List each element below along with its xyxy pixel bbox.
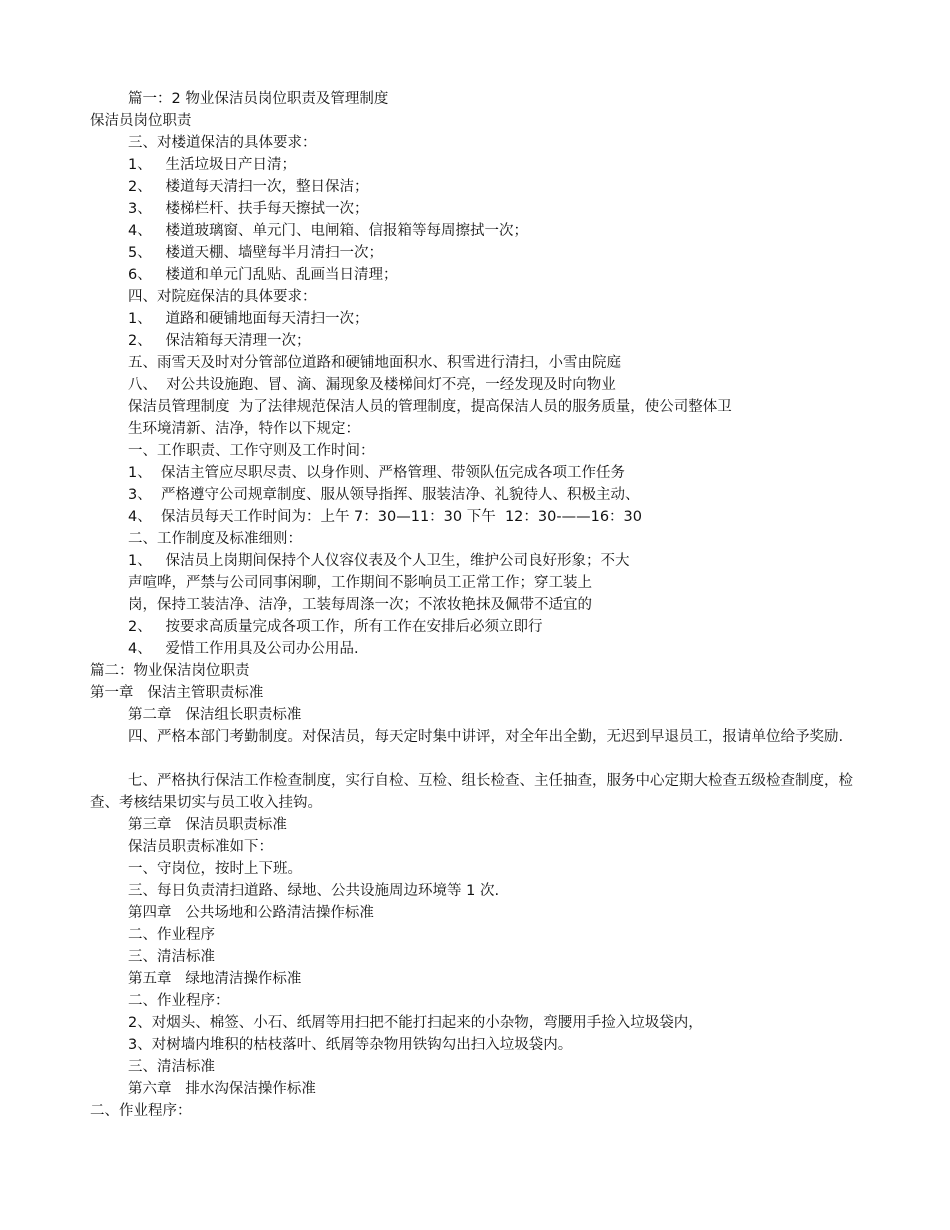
chapter-heading: 第六章 排水沟保洁操作标准 — [128, 1081, 316, 1097]
list-item: 1、 道路和硬铺地面每天清扫一次； — [128, 311, 369, 327]
list-item: 3、对树墙内堆积的枯枝落叶、纸屑等杂物用铁钩勾出扫入垃圾袋内。 — [128, 1037, 573, 1053]
text-line: 二、作业程序： — [128, 993, 230, 1009]
chapter-heading: 第一章 保洁主管职责标准 — [90, 685, 264, 701]
list-item: 5、 楼道天棚、墙壁每半月清扫一次； — [128, 245, 384, 261]
list-item: 3、 楼梯栏杆、扶手每天擦拭一次； — [128, 201, 369, 217]
text-line: 八、 对公共设施跑、冒、滴、漏现象及楼梯间灯不亮，一经发现及时向物业 — [128, 377, 616, 393]
list-item: 2、 楼道每天清扫一次，整日保洁； — [128, 179, 369, 195]
list-item: 1、 保洁员上岗期间保持个人仪容仪表及个人卫生，维护公司良好形象；不大 — [128, 553, 630, 569]
chapter-heading: 第三章 保洁员职责标准 — [128, 817, 287, 833]
text-line: 三、清洁标准 — [128, 949, 215, 965]
chapter-heading: 第五章 绿地清洁操作标准 — [128, 971, 302, 987]
text-line: 三、每日负责清扫道路、绿地、公共设施周边环境等 1 次. — [128, 883, 500, 899]
text-line: 四、对院庭保洁的具体要求： — [128, 289, 317, 305]
text-line: 五、雨雪天及时对分管部位道路和硬铺地面积水、积雪进行清扫，小雪由院庭 — [128, 355, 621, 371]
text-line: 保洁员管理制度 为了法律规范保洁人员的管理制度，提高保洁人员的服务质量，使公司整体卫 — [128, 399, 732, 415]
text-line: 三、清洁标准 — [128, 1059, 215, 1075]
list-item: 6、 楼道和单元门乱贴、乱画当日清理； — [128, 267, 398, 283]
text-line: 保洁员职责标准如下： — [128, 839, 273, 855]
list-item: 4、 楼道玻璃窗、单元门、电闸箱、信报箱等每周擦拭一次； — [128, 223, 529, 239]
text-line: 一、工作职责、工作守则及工作时间： — [128, 443, 375, 459]
list-item: 2、 保洁箱每天清理一次； — [128, 333, 311, 349]
text-line: 二、工作制度及标准细则： — [128, 531, 302, 547]
text-line: 二、作业程序 — [128, 927, 215, 943]
list-item: 2、 按要求高质量完成各项工作，所有工作在安排后必须立即行 — [128, 619, 543, 635]
list-item: 4、 爱惜工作用具及公司办公用品. — [128, 641, 359, 657]
list-item: 1、 生活垃圾日产日清； — [128, 157, 297, 173]
chapter-heading: 第二章 保洁组长职责标准 — [128, 707, 302, 723]
paragraph: 七、严格执行保洁工作检查制度，实行自检、互检、组长检查、主任抽查，服务中心定期大检查五级检查制度，检查、考核结果切实与员工收入挂钩。 — [90, 773, 853, 811]
text-line: 岗，保持工装洁净、洁净，工装每周涤一次；不浓妆艳抹及佩带不适宜的 — [128, 597, 592, 613]
section-heading: 保洁员岗位职责 — [90, 113, 192, 129]
text-line: 二、作业程序： — [90, 1103, 192, 1119]
section-heading: 篇一：2 物业保洁员岗位职责及管理制度 — [128, 91, 389, 107]
list-item: 3、 严格遵守公司规章制度、服从领导指挥、服装洁净、礼貌待人、积极主动、 — [128, 487, 640, 503]
text-line: 声喧哗，严禁与公司同事闲聊，工作期间不影响员工正常工作；穿工装上 — [128, 575, 592, 591]
list-item: 2、对烟头、棉签、小石、纸屑等用扫把不能打扫起来的小杂物，弯腰用手捡入垃圾袋内， — [128, 1015, 703, 1031]
text-line: 生环境清新、洁净，特作以下规定： — [128, 421, 360, 437]
chapter-heading: 第四章 公共场地和公路清洁操作标准 — [128, 905, 374, 921]
list-item: 1、 保洁主管应尽职尽责、以身作则、严格管理、带领队伍完成各项工作任务 — [128, 465, 625, 481]
list-item: 4、 保洁员每天工作时间为：上午 7：30—11：30 下午 12：30-——16：30 — [128, 509, 642, 525]
text-line: 三、对楼道保洁的具体要求： — [128, 135, 317, 151]
paragraph: 四、严格本部门考勤制度。对保洁员，每天定时集中讲评，对全年出全勤，无迟到早退员工，报请单位给予奖励. — [128, 729, 844, 745]
section-heading: 篇二：物业保洁岗位职责 — [90, 663, 250, 679]
text-line: 一、守岗位，按时上下班。 — [128, 861, 302, 877]
